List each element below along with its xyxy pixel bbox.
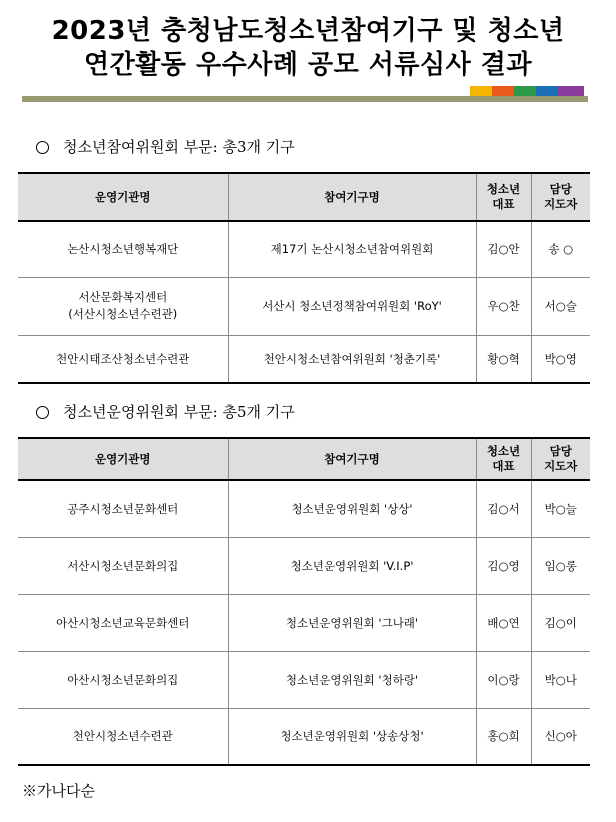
cell-org: 천안시청소년수련관	[18, 708, 228, 765]
table-row	[18, 277, 590, 335]
header-group: 참여기구명	[228, 173, 476, 221]
cell-org: 공주시청소년문화센터	[18, 480, 228, 537]
cell-rep: 김○영	[476, 537, 531, 594]
table-row	[18, 537, 590, 594]
cell-group: 천안시청소년참여위원회 '청춘기록'	[228, 335, 476, 383]
header-rep: 청소년 대표	[476, 438, 531, 480]
header-org: 운영기관명	[18, 173, 228, 221]
cell-org: 천안시태조산청소년수련관	[18, 335, 228, 383]
cell-adv: 신○아	[531, 708, 590, 765]
title-line-2: 연간활동 우수사례 공모 서류심사 결과	[83, 50, 533, 80]
cell-adv: 박○나	[531, 651, 590, 708]
cell-group: 청소년운영위원회 '상송상청'	[228, 708, 476, 765]
cell-rep: 김○서	[476, 480, 531, 537]
table-row	[18, 335, 590, 383]
table-header-row	[18, 173, 590, 221]
cell-group: 제17기 논산시청소년참여위원회	[228, 221, 476, 277]
cell-rep: 김○안	[476, 221, 531, 277]
cell-rep: 황○혁	[476, 335, 531, 383]
cell-org: 서산문화복지센터 (서산시청소년수련관)	[18, 277, 228, 335]
cell-adv: 김○이	[531, 594, 590, 651]
cell-org: 아산시청소년교육문화센터	[18, 594, 228, 651]
section-1-table	[18, 172, 590, 384]
header-org: 운영기관명	[18, 438, 228, 480]
cell-adv: 서○슬	[531, 277, 590, 335]
cell-adv: 박○영	[531, 335, 590, 383]
cell-org: 아산시청소년문화의집	[18, 651, 228, 708]
header-group: 참여기구명	[228, 438, 476, 480]
cell-group: 청소년운영위원회 'V.I.P'	[228, 537, 476, 594]
table-header-row	[18, 438, 590, 480]
title-divider	[22, 96, 588, 102]
cell-org: 서산시청소년문화의집	[18, 537, 228, 594]
cell-group: 서산시 청소년정책참여위원회 'RoY'	[228, 277, 476, 335]
cell-org: 논산시청소년행복재단	[18, 221, 228, 277]
circle-bullet-icon	[36, 141, 49, 154]
header-adv: 담당 지도자	[531, 438, 590, 480]
cell-rep: 이○랑	[476, 651, 531, 708]
cell-adv: 임○롱	[531, 537, 590, 594]
title-line-1: 2023년 충청남도청소년참여기구 및 청소년	[51, 16, 565, 46]
cell-rep: 우○찬	[476, 277, 531, 335]
cell-group: 청소년운영위원회 '그나래'	[228, 594, 476, 651]
section-2-heading: 청소년운영위원회 부문: 총5개 기구	[36, 401, 295, 422]
page-title	[0, 14, 616, 82]
table-row	[18, 221, 590, 277]
table-row	[18, 594, 590, 651]
cell-group: 청소년운영위원회 '상상'	[228, 480, 476, 537]
cell-group: 청소년운영위원회 '청하랑'	[228, 651, 476, 708]
table-row	[18, 651, 590, 708]
circle-bullet-icon	[36, 406, 49, 419]
header-rep: 청소년 대표	[476, 173, 531, 221]
cell-adv: 송 ○	[531, 221, 590, 277]
cell-adv: 박○늘	[531, 480, 590, 537]
cell-rep: 홍○희	[476, 708, 531, 765]
section-2-table	[18, 437, 590, 766]
table-row	[18, 480, 590, 537]
section-1-heading: 청소년참여위원회 부문: 총3개 기구	[36, 136, 295, 157]
header-adv: 담당 지도자	[531, 173, 590, 221]
table-row	[18, 708, 590, 765]
footnote: ※가나다순	[22, 782, 95, 800]
cell-rep: 배○연	[476, 594, 531, 651]
